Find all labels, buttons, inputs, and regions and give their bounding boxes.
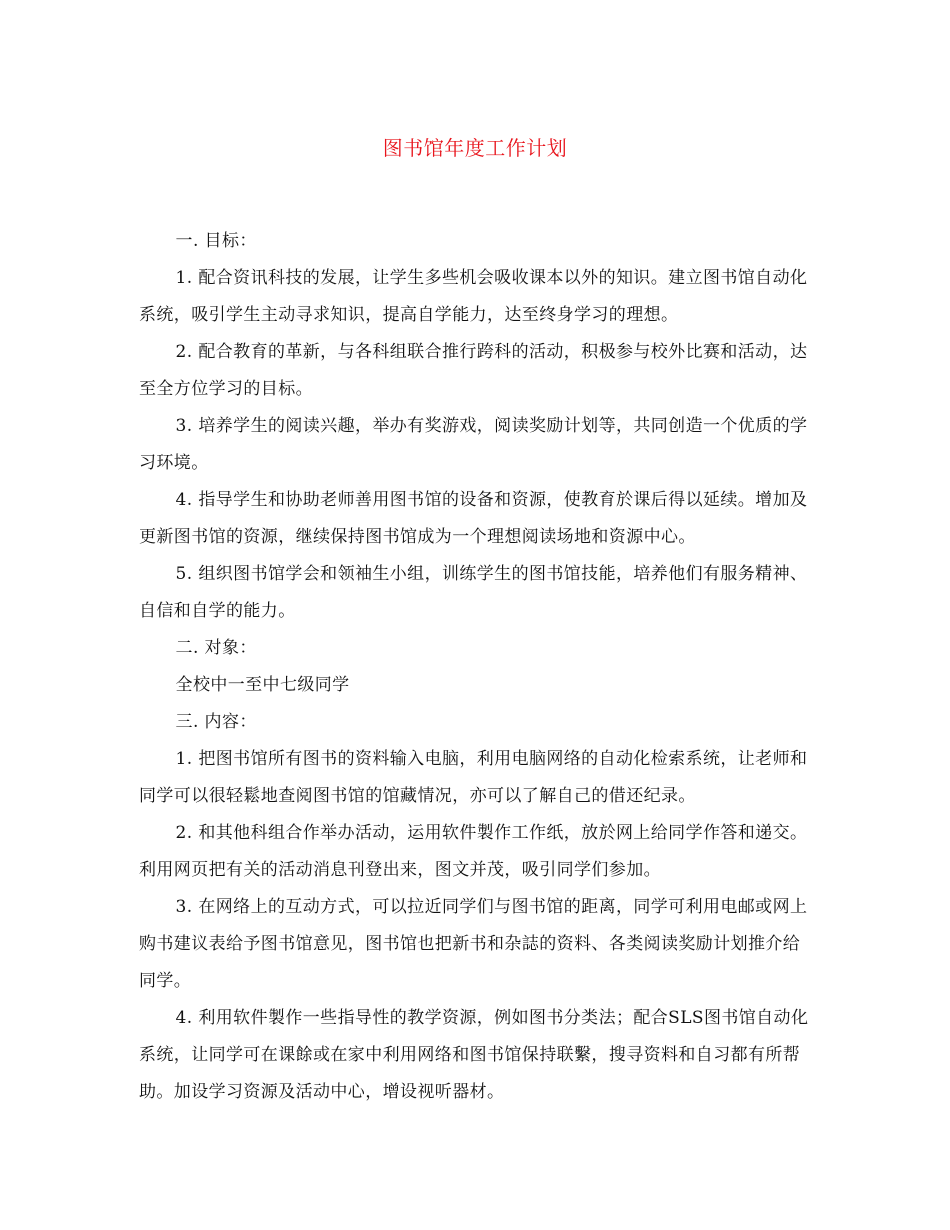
goal-item-4: 4. 指导学生和协助老师善用图书馆的设备和资源，使教育於课后得以延续。增加及更新图书馆的资源，继续保持图书馆成为一个理想阅读场地和资源中心。 — [139, 490, 808, 547]
goal-item-3: 3. 培养学生的阅读兴趣，举办有奖游戏，阅读奖励计划等，共同创造一个优质的学习环境。 — [139, 416, 808, 473]
section-heading-content: 三. 内容： — [175, 712, 257, 732]
content-item-1: 1. 把图书馆所有图书的资料输入电脑，利用电脑网络的自动化检索系统，让老师和同学可以很轻鬆地查阅图书馆的馆藏情况，亦可以了解自己的借还纪录。 — [139, 749, 808, 806]
goal-item-5: 5. 组织图书馆学会和领袖生小组，训练学生的图书馆技能，培养他们有服务精神、自信和自学的能力。 — [139, 564, 808, 621]
goal-item-2: 2. 配合教育的革新，与各科组联合推行跨科的活动，积极参与校外比赛和活动，达至全方位学习的目标。 — [139, 342, 808, 399]
content-item-4: 4. 利用软件製作一些指导性的教学资源，例如图书分类法；配合SLS图书馆自动化系统，让同学可在课餘或在家中利用网络和图书馆保持联繫，搜寻资料和自习都有所帮助。加设学习资源及活动中心，增设视听器材。 — [139, 1008, 809, 1102]
section-heading-goals: 一. 目标： — [175, 231, 257, 251]
document-title: 图书馆年度工作计划 — [382, 136, 568, 160]
audience-text: 全校中一至中七级同学 — [175, 675, 350, 695]
section-heading-audience: 二. 对象： — [175, 638, 257, 658]
content-item-3: 3. 在网络上的互动方式，可以拉近同学们与图书馆的距离，同学可利用电邮或网上购书建议表给予图书馆意见，图书馆也把新书和杂誌的资料、各类阅读奖励计划推介给同学。 — [139, 897, 808, 991]
content-item-2: 2. 和其他科组合作举办活动，运用软件製作工作纸，放於网上给同学作答和递交。利用网页把有关的活动消息刊登出来，图文并茂，吸引同学们参加。 — [139, 823, 808, 880]
goal-item-1: 1. 配合资讯科技的发展，让学生多些机会吸收课本以外的知识。建立图书馆自动化系统，吸引学生主动寻求知识，提高自学能力，达至终身学习的理想。 — [139, 268, 808, 325]
document-body — [139, 223, 811, 1111]
